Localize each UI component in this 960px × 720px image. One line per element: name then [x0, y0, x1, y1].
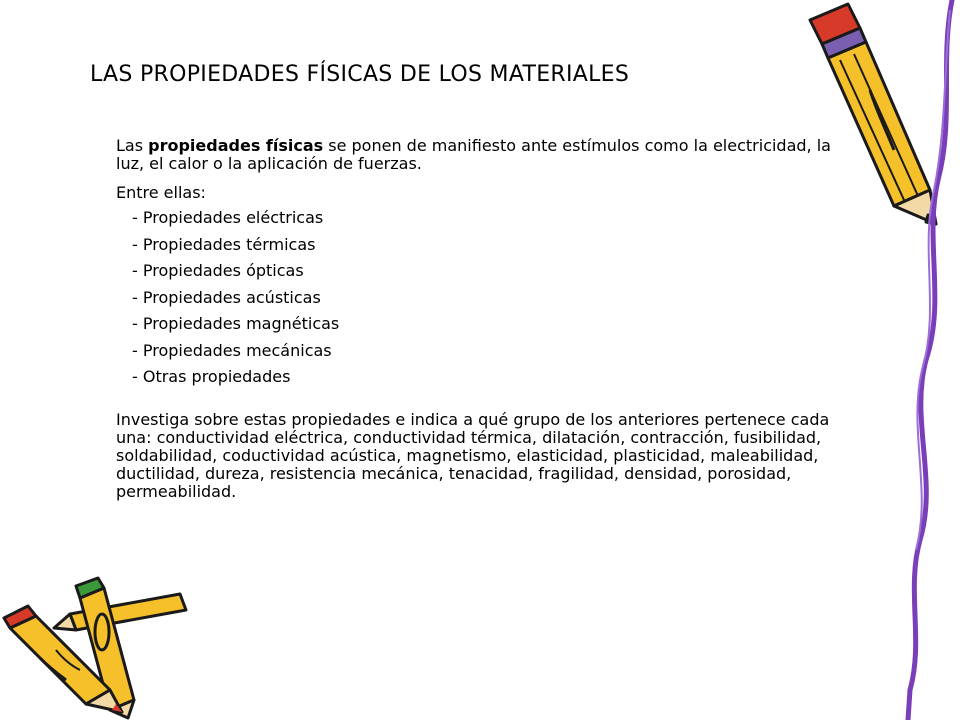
intro-prefix: Las: [116, 136, 149, 155]
intro-paragraph: [116, 137, 836, 173]
list-item: - Propiedades eléctricas: [132, 208, 324, 227]
list-item: - Propiedades ópticas: [132, 261, 304, 280]
entre-ellas-label: Entre ellas:: [116, 183, 206, 202]
exercise-paragraph: Investiga sobre estas propiedades e indica a qué grupo de los anteriores pertenece cada una: conductividad eléctrica, conductividad térmica, dilatación, contracción, fusibilidad, soldabilidad, coductividad acústica, magnetismo, elasticidad, plasticidad, maleabilidad, ductilidad, dureza, resistencia mecánica, tenacidad, fragilidad, densidad, porosidad, permeabilidad.: [116, 410, 830, 501]
intro-bold-term: propiedades físicas: [148, 136, 324, 155]
list-item: - Propiedades mecánicas: [132, 340, 332, 360]
intro-suffix: se ponen de manifiesto ante estímulos como la electricidad, la luz, el calor o la aplicación de fuerzas.: [116, 136, 831, 173]
list-item: - Propiedades térmicas: [132, 234, 316, 254]
properties-list: [132, 207, 339, 393]
slide-title: LAS PROPIEDADES FÍSICAS DE LOS MATERIALES: [90, 62, 630, 87]
list-item: - Propiedades acústicas: [132, 287, 321, 307]
list-item: - Propiedades magnéticas: [132, 314, 340, 333]
list-item: - Otras propiedades: [132, 367, 291, 386]
pencils-icon: [0, 570, 200, 720]
squiggle-decoration-icon: [880, 0, 960, 720]
